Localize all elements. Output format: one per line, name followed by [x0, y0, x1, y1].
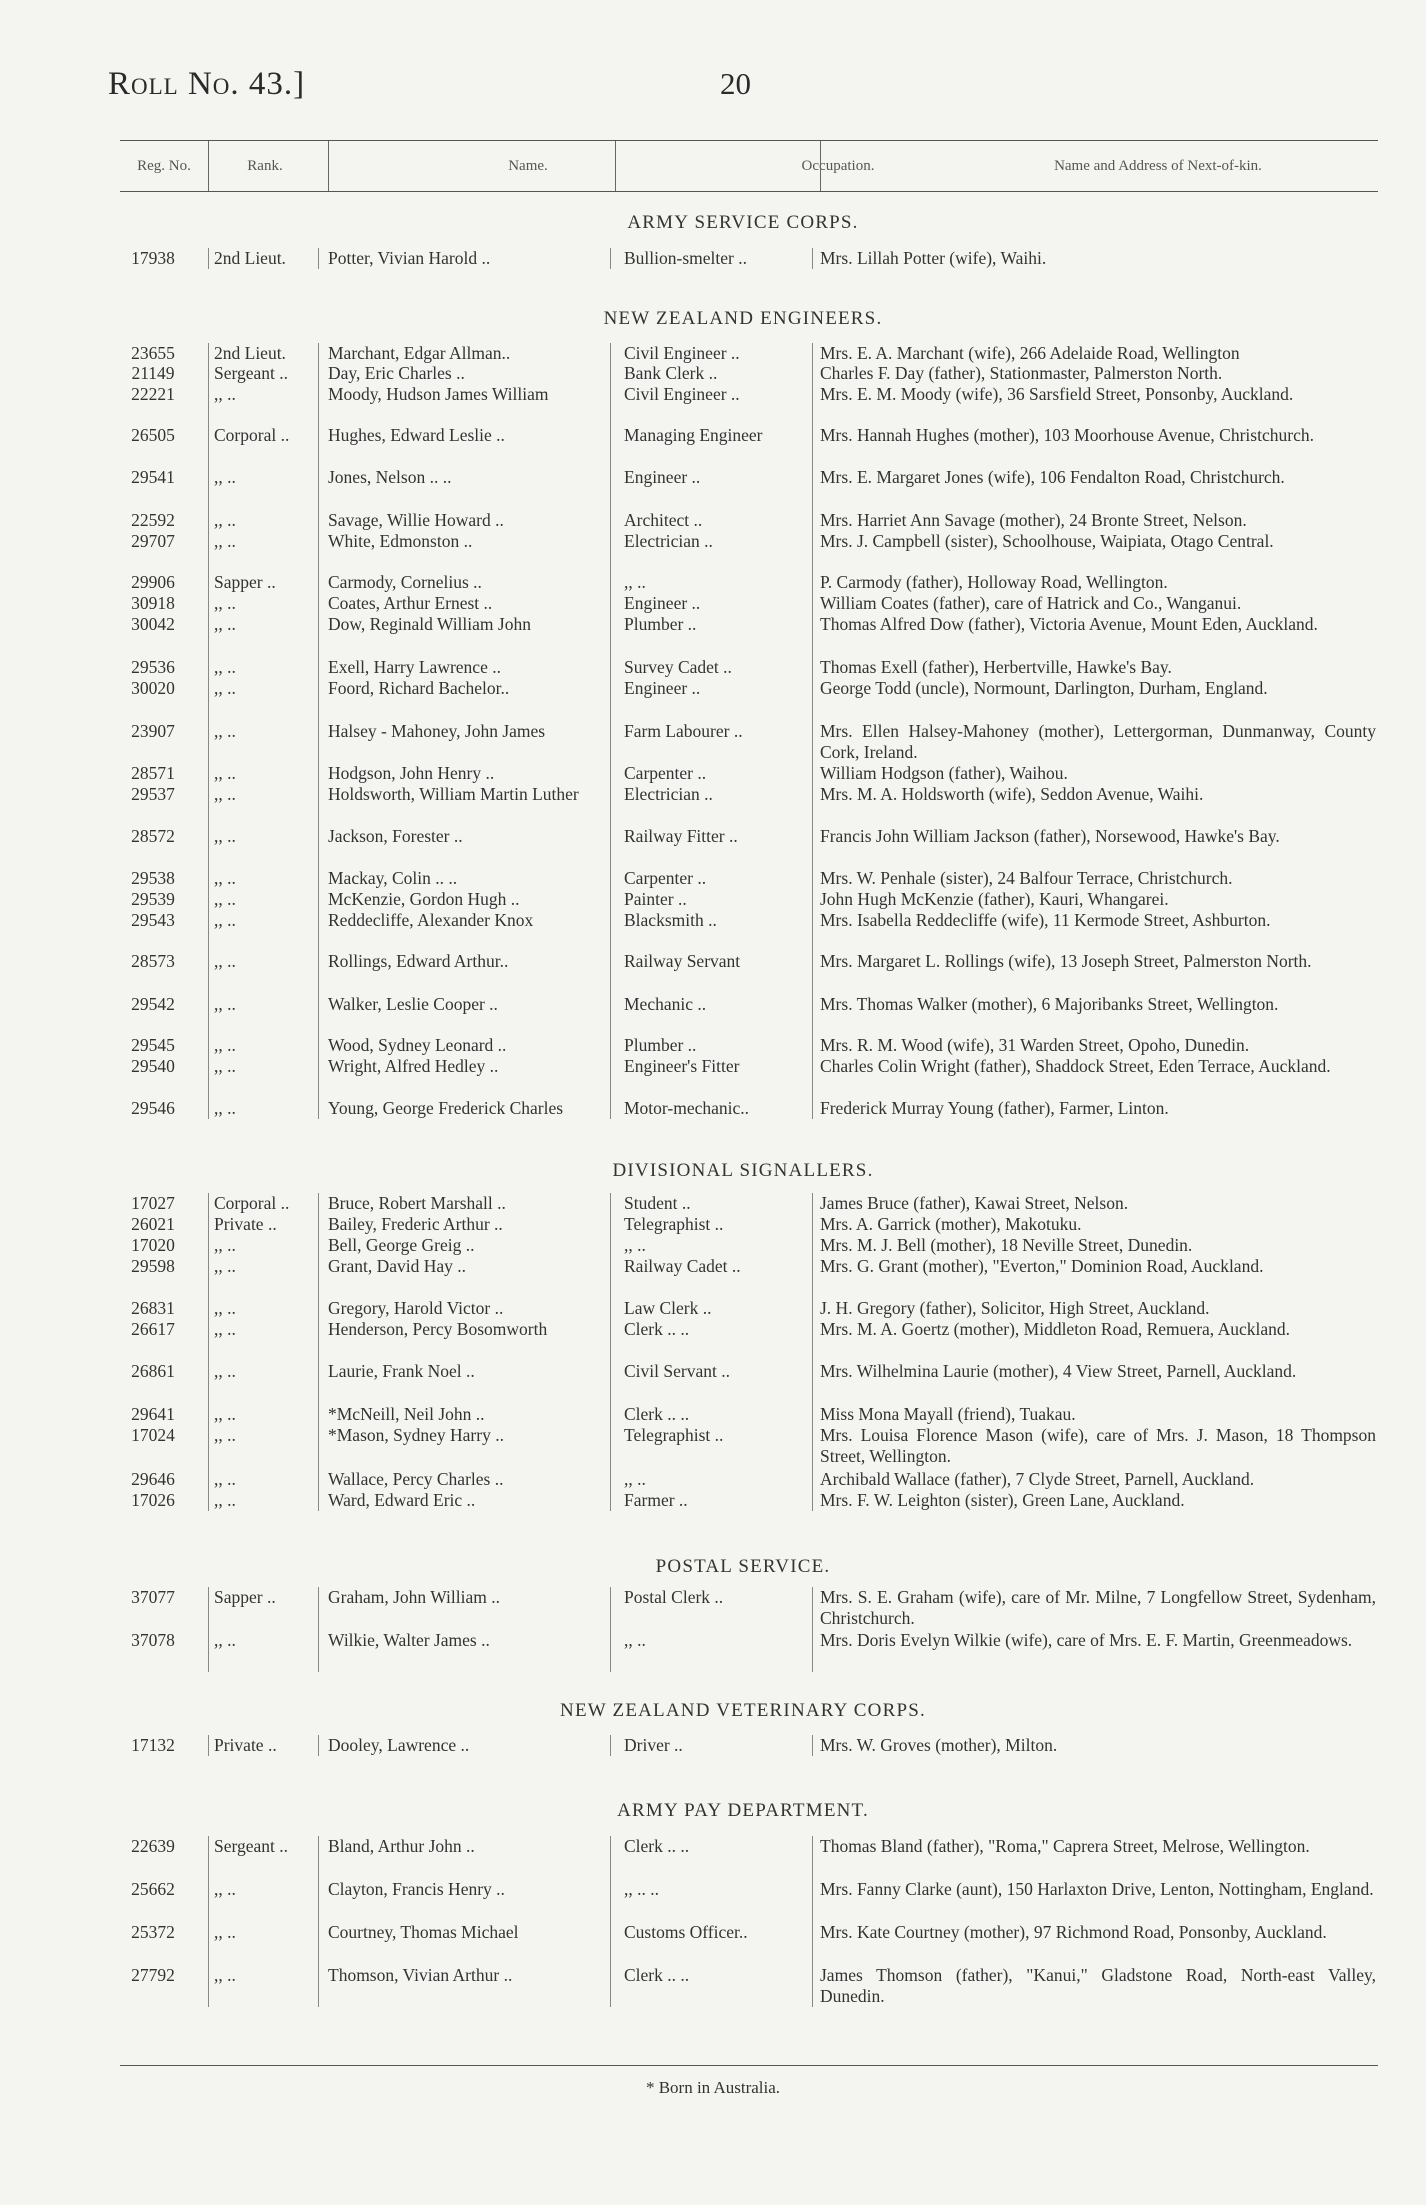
reg-no: 22639	[131, 1836, 175, 1856]
next-of-kin: William Hodgson (father), Waihou.	[820, 763, 1068, 783]
column-header	[120, 140, 1378, 192]
occupation: Clerk .. ..	[624, 1319, 690, 1339]
rank: ,, ..	[214, 1361, 236, 1381]
reg-no: 29707	[131, 531, 175, 551]
soldier-name: Dooley, Lawrence ..	[328, 1735, 470, 1755]
soldier-name: Courtney, Thomas Michael	[328, 1922, 519, 1942]
column-rule	[318, 248, 319, 269]
soldier-name: Jones, Nelson .. ..	[328, 467, 452, 487]
next-of-kin: Mrs. Isabella Reddecliffe (wife), 11 Kermode Street, Ashburton.	[820, 910, 1271, 930]
section-title: ARMY PAY DEPARTMENT.	[617, 1800, 869, 1821]
occupation: Postal Clerk ..	[624, 1587, 724, 1607]
page-header	[108, 66, 1378, 106]
occupation: Student ..	[624, 1193, 691, 1213]
next-of-kin: Miss Mona Mayall (friend), Tuakau.	[820, 1404, 1076, 1424]
occupation: Carpenter ..	[624, 868, 707, 888]
reg-no: 17024	[131, 1425, 175, 1445]
rank: ,, ..	[214, 763, 236, 783]
next-of-kin: Mrs. E. A. Marchant (wife), 266 Adelaide Road, Wellington	[820, 343, 1240, 363]
reg-no: 17938	[131, 248, 175, 268]
occupation: Architect ..	[624, 510, 703, 530]
occupation: ,, ..	[624, 1235, 646, 1255]
occupation: Clerk .. ..	[624, 1404, 690, 1424]
rank: ,, ..	[214, 910, 236, 930]
occupation: Driver ..	[624, 1735, 683, 1755]
occupation: Engineer ..	[624, 593, 701, 613]
occupation: Carpenter ..	[624, 763, 707, 783]
reg-no: 29541	[131, 467, 175, 487]
rank: ,, ..	[214, 1630, 236, 1650]
reg-no: 23907	[131, 721, 175, 741]
column-rule	[610, 1193, 611, 1511]
column-rule	[208, 1735, 209, 1756]
next-of-kin: P. Carmody (father), Holloway Road, Wellington.	[820, 572, 1168, 592]
column-rule	[812, 1587, 813, 1672]
column-rule	[208, 343, 209, 1119]
column-rule	[318, 1587, 319, 1672]
next-of-kin: Mrs. Ellen Halsey-Mahoney (mother), Lettergorman, Dunmanway, County Cork, Ireland.	[820, 721, 1376, 762]
next-of-kin: Mrs. R. M. Wood (wife), 31 Warden Street, Opoho, Dunedin.	[820, 1035, 1250, 1055]
soldier-name: Reddecliffe, Alexander Knox	[328, 910, 534, 930]
next-of-kin: Mrs. E. M. Moody (wife), 36 Sarsfield Street, Ponsonby, Auckland.	[820, 384, 1294, 404]
rank: ,, ..	[214, 614, 236, 634]
soldier-name: Gregory, Harold Victor ..	[328, 1298, 504, 1318]
soldier-name: Young, George Frederick Charles	[328, 1098, 564, 1118]
rank: Sapper ..	[214, 1587, 276, 1607]
soldier-name: Potter, Vivian Harold ..	[328, 248, 491, 268]
soldier-name: Dow, Reginald William John	[328, 614, 531, 634]
soldier-name: Exell, Harry Lawrence ..	[328, 657, 501, 677]
occupation: Electrician ..	[624, 784, 713, 804]
reg-no: 25662	[131, 1879, 175, 1899]
occupation: Railway Fitter ..	[624, 826, 738, 846]
soldier-name: Grant, David Hay ..	[328, 1256, 467, 1276]
occupation: Managing Engineer	[624, 425, 763, 445]
rank: ,, ..	[214, 593, 236, 613]
next-of-kin: George Todd (uncle), Normount, Darlington, Durham, England.	[820, 678, 1268, 698]
rank: ,, ..	[214, 1056, 236, 1076]
next-of-kin: Thomas Alfred Dow (father), Victoria Avenue, Mount Eden, Auckland.	[820, 614, 1318, 634]
rank: Sergeant ..	[214, 363, 289, 383]
soldier-name: Wilkie, Walter James ..	[328, 1630, 490, 1650]
occupation: Bullion-smelter ..	[624, 248, 747, 268]
column-rule	[318, 1193, 319, 1511]
rank: ,, ..	[214, 951, 236, 971]
reg-no: 23655	[131, 343, 175, 363]
rank: ,, ..	[214, 510, 236, 530]
column-rule	[610, 343, 611, 1119]
reg-no: 37077	[131, 1587, 175, 1607]
rank: ,, ..	[214, 1256, 236, 1276]
reg-no: 29538	[131, 868, 175, 888]
occupation: Civil Servant ..	[624, 1361, 730, 1381]
next-of-kin: Mrs. Harriet Ann Savage (mother), 24 Bronte Street, Nelson.	[820, 510, 1247, 530]
occupation: Clerk .. ..	[624, 1836, 690, 1856]
reg-no: 17132	[131, 1735, 175, 1755]
soldier-name: Hodgson, John Henry ..	[328, 763, 495, 783]
next-of-kin: Mrs. S. E. Graham (wife), care of Mr. Milne, 7 Longfellow Street, Sydenham, Christchurch.	[820, 1587, 1376, 1628]
reg-no: 17026	[131, 1490, 175, 1510]
rank: ,, ..	[214, 467, 236, 487]
soldier-name: Henderson, Percy Bosomworth	[328, 1319, 548, 1339]
rank: ,, ..	[214, 784, 236, 804]
column-rule	[208, 1836, 209, 2007]
soldier-name: Bruce, Robert Marshall ..	[328, 1193, 506, 1213]
column-rule	[208, 1587, 209, 1672]
occupation: Plumber ..	[624, 1035, 697, 1055]
section-title: NEW ZEALAND ENGINEERS.	[603, 308, 883, 329]
rank: ,, ..	[214, 1879, 236, 1899]
occupation: Plumber ..	[624, 614, 697, 634]
occupation: Engineer's Fitter	[624, 1056, 740, 1076]
soldier-name: Bell, George Greig ..	[328, 1235, 475, 1255]
occupation: ,, ..	[624, 1469, 646, 1489]
soldier-name: Clayton, Francis Henry ..	[328, 1879, 505, 1899]
reg-no: 29536	[131, 657, 175, 677]
soldier-name: Foord, Richard Bachelor..	[328, 678, 510, 698]
soldier-name: Rollings, Edward Arthur..	[328, 951, 509, 971]
column-rule	[318, 1735, 319, 1756]
next-of-kin: Mrs. Hannah Hughes (mother), 103 Moorhouse Avenue, Christchurch.	[820, 425, 1314, 445]
soldier-name: Thomson, Vivian Arthur ..	[328, 1965, 513, 1985]
occupation: Painter ..	[624, 889, 687, 909]
rank: Corporal ..	[214, 425, 290, 445]
reg-no: 26021	[131, 1214, 175, 1234]
next-of-kin: Charles Colin Wright (father), Shaddock Street, Eden Terrace, Auckland.	[820, 1056, 1331, 1076]
rank: Sapper ..	[214, 572, 276, 592]
column-divider	[820, 141, 821, 191]
column-rule	[610, 1735, 611, 1756]
next-of-kin: Mrs. M. A. Holdsworth (wife), Seddon Avenue, Waihi.	[820, 784, 1204, 804]
next-of-kin: Mrs. G. Grant (mother), "Everton," Dominion Road, Auckland.	[820, 1256, 1264, 1276]
column-rule	[812, 1193, 813, 1511]
reg-no: 30042	[131, 614, 175, 634]
occupation: ,, ..	[624, 572, 646, 592]
section-title: DIVISIONAL SIGNALLERS.	[612, 1160, 874, 1181]
next-of-kin: Frederick Murray Young (father), Farmer, Linton.	[820, 1098, 1169, 1118]
occupation: Clerk .. ..	[624, 1965, 690, 1985]
soldier-name: Laurie, Frank Noel ..	[328, 1361, 475, 1381]
occupation: Telegraphist ..	[624, 1425, 724, 1445]
column-next-of-kin: Name and Address of Next-of-kin.	[1054, 158, 1262, 174]
rank: 2nd Lieut.	[214, 248, 286, 268]
reg-no: 30020	[131, 678, 175, 698]
footnote: * Born in Australia.	[645, 2078, 781, 2097]
soldier-name: Jackson, Forester ..	[328, 826, 463, 846]
next-of-kin: Charles F. Day (father), Stationmaster, Palmerston North.	[820, 363, 1223, 383]
soldier-name: Savage, Willie Howard ..	[328, 510, 504, 530]
reg-no: 27792	[131, 1965, 175, 1985]
next-of-kin: Mrs. M. J. Bell (mother), 18 Neville Street, Dunedin.	[820, 1235, 1193, 1255]
reg-no: 29646	[131, 1469, 175, 1489]
soldier-name: Day, Eric Charles ..	[328, 363, 465, 383]
reg-no: 26861	[131, 1361, 175, 1381]
rank: ,, ..	[214, 1319, 236, 1339]
rank: ,, ..	[214, 384, 236, 404]
next-of-kin: Francis John William Jackson (father), Norsewood, Hawke's Bay.	[820, 826, 1280, 846]
soldier-name: Bailey, Frederic Arthur ..	[328, 1214, 503, 1234]
occupation: Farmer ..	[624, 1490, 688, 1510]
occupation: Farm Labourer ..	[624, 721, 743, 741]
soldier-name: Wood, Sydney Leonard ..	[328, 1035, 507, 1055]
roll-title: Roll No. 43.]	[108, 66, 306, 102]
occupation: Customs Officer..	[624, 1922, 748, 1942]
occupation: Telegraphist ..	[624, 1214, 724, 1234]
occupation: Railway Servant	[624, 951, 741, 971]
rank: Sergeant ..	[214, 1836, 289, 1856]
column-name: Name.	[508, 158, 548, 174]
next-of-kin: Mrs. Louisa Florence Mason (wife), care of Mrs. J. Mason, 18 Thompson Street, Wellington.	[820, 1425, 1376, 1466]
next-of-kin: Thomas Exell (father), Herbertville, Hawke's Bay.	[820, 657, 1172, 677]
reg-no: 29539	[131, 889, 175, 909]
next-of-kin: Mrs. J. Campbell (sister), Schoolhouse, Waipiata, Otago Central.	[820, 531, 1274, 551]
column-reg-no: Reg. No.	[137, 158, 191, 174]
soldier-name: Hughes, Edward Leslie ..	[328, 425, 505, 445]
column-rule	[812, 248, 813, 269]
next-of-kin: Mrs. Thomas Walker (mother), 6 Majoribanks Street, Wellington.	[820, 994, 1279, 1014]
reg-no: 17027	[131, 1193, 175, 1213]
next-of-kin: Mrs. M. A. Goertz (mother), Middleton Road, Remuera, Auckland.	[820, 1319, 1290, 1339]
rank: Private ..	[214, 1735, 277, 1755]
reg-no: 29906	[131, 572, 175, 592]
next-of-kin: Mrs. Wilhelmina Laurie (mother), 4 View Street, Parnell, Auckland.	[820, 1361, 1297, 1381]
occupation: Civil Engineer ..	[624, 384, 740, 404]
next-of-kin: Mrs. Lillah Potter (wife), Waihi.	[820, 248, 1047, 268]
reg-no: 30918	[131, 593, 175, 613]
soldier-name: Marchant, Edgar Allman..	[328, 343, 511, 363]
column-occupation: Occupation.	[801, 158, 875, 174]
column-rule	[812, 1735, 813, 1756]
next-of-kin: James Thomson (father), "Kanui," Gladstone Road, North-east Valley, Dunedin.	[820, 1965, 1376, 2006]
soldier-name: Wallace, Percy Charles ..	[328, 1469, 504, 1489]
next-of-kin: J. H. Gregory (father), Solicitor, High Street, Auckland.	[820, 1298, 1210, 1318]
reg-no: 29546	[131, 1098, 175, 1118]
column-divider	[208, 141, 209, 191]
column-rule	[208, 1193, 209, 1511]
occupation: Engineer ..	[624, 467, 701, 487]
rank: ,, ..	[214, 1425, 236, 1445]
reg-no: 28573	[131, 951, 175, 971]
reg-no: 29598	[131, 1256, 175, 1276]
section-title: ARMY SERVICE CORPS.	[627, 212, 859, 233]
soldier-name: Bland, Arthur John ..	[328, 1836, 475, 1856]
rank: ,, ..	[214, 1298, 236, 1318]
reg-no: 21149	[131, 363, 175, 383]
reg-no: 37078	[131, 1630, 175, 1650]
rank: ,, ..	[214, 1035, 236, 1055]
rank: Private ..	[214, 1214, 277, 1234]
reg-no: 29641	[131, 1404, 175, 1424]
occupation: Railway Cadet ..	[624, 1256, 741, 1276]
column-rank: Rank.	[247, 158, 283, 174]
next-of-kin: William Coates (father), care of Hatrick and Co., Wanganui.	[820, 593, 1242, 613]
rank: ,, ..	[214, 531, 236, 551]
rank: ,, ..	[214, 1922, 236, 1942]
reg-no: 29542	[131, 994, 175, 1014]
soldier-name: Moody, Hudson James William	[328, 384, 549, 404]
occupation: Blacksmith ..	[624, 910, 717, 930]
reg-no: 29537	[131, 784, 175, 804]
soldier-name: *McNeill, Neil John ..	[328, 1404, 485, 1424]
rank: ,, ..	[214, 1965, 236, 1985]
soldier-name: Carmody, Cornelius ..	[328, 572, 482, 592]
occupation: Engineer ..	[624, 678, 701, 698]
rank: ,, ..	[214, 889, 236, 909]
reg-no: 28571	[131, 763, 175, 783]
occupation: Electrician ..	[624, 531, 713, 551]
column-rule	[610, 1836, 611, 2007]
next-of-kin: Mrs. Doris Evelyn Wilkie (wife), care of Mrs. E. F. Martin, Greenmeadows.	[820, 1630, 1353, 1650]
rank: 2nd Lieut.	[214, 343, 286, 363]
soldier-name: McKenzie, Gordon Hugh ..	[328, 889, 520, 909]
column-rule	[318, 1836, 319, 2007]
next-of-kin: John Hugh McKenzie (father), Kauri, Whangarei.	[820, 889, 1169, 909]
next-of-kin: Mrs. A. Garrick (mother), Makotuku.	[820, 1214, 1082, 1234]
occupation: Mechanic ..	[624, 994, 707, 1014]
occupation: Survey Cadet ..	[624, 657, 732, 677]
soldier-name: Mackay, Colin .. ..	[328, 868, 458, 888]
rank: ,, ..	[214, 1404, 236, 1424]
soldier-name: Wright, Alfred Hedley ..	[328, 1056, 499, 1076]
soldier-name: White, Edmonston ..	[328, 531, 473, 551]
reg-no: 22221	[131, 384, 175, 404]
column-divider	[615, 141, 616, 191]
column-rule	[318, 343, 319, 1119]
next-of-kin: Mrs. E. Margaret Jones (wife), 106 Fendalton Road, Christchurch.	[820, 467, 1285, 487]
occupation: Civil Engineer ..	[624, 343, 740, 363]
soldier-name: Halsey - Mahoney, John James	[328, 721, 546, 741]
rank: Corporal ..	[214, 1193, 290, 1213]
reg-no: 29545	[131, 1035, 175, 1055]
reg-no: 25372	[131, 1922, 175, 1942]
soldier-name: Walker, Leslie Cooper ..	[328, 994, 498, 1014]
rank: ,, ..	[214, 1490, 236, 1510]
reg-no: 29543	[131, 910, 175, 930]
occupation: ,, .. ..	[624, 1879, 659, 1899]
occupation: Bank Clerk ..	[624, 363, 718, 383]
soldier-name: Coates, Arthur Ernest ..	[328, 593, 493, 613]
next-of-kin: Mrs. F. W. Leighton (sister), Green Lane, Auckland.	[820, 1490, 1185, 1510]
column-rule	[610, 1587, 611, 1672]
rank: ,, ..	[214, 826, 236, 846]
reg-no: 17020	[131, 1235, 175, 1255]
soldier-name: *Mason, Sydney Harry ..	[328, 1425, 504, 1445]
column-rule	[208, 248, 209, 269]
rank: ,, ..	[214, 657, 236, 677]
reg-no: 26617	[131, 1319, 175, 1339]
reg-no: 22592	[131, 510, 175, 530]
soldier-name: Holdsworth, William Martin Luther	[328, 784, 579, 804]
next-of-kin: James Bruce (father), Kawai Street, Nelson.	[820, 1193, 1129, 1213]
next-of-kin: Mrs. Margaret L. Rollings (wife), 13 Joseph Street, Palmerston North.	[820, 951, 1312, 971]
rank: ,, ..	[214, 1098, 236, 1118]
next-of-kin: Mrs. Kate Courtney (mother), 97 Richmond Road, Ponsonby, Auckland.	[820, 1922, 1327, 1942]
reg-no: 26505	[131, 425, 175, 445]
reg-no: 26831	[131, 1298, 175, 1318]
column-rule	[812, 343, 813, 1119]
footer-rule	[120, 2065, 1378, 2066]
occupation: ,, ..	[624, 1630, 646, 1650]
page-number: 20	[720, 66, 751, 101]
rank: ,, ..	[214, 1235, 236, 1255]
next-of-kin: Thomas Bland (father), "Roma," Caprera Street, Melrose, Wellington.	[820, 1836, 1310, 1856]
rank: ,, ..	[214, 678, 236, 698]
rank: ,, ..	[214, 1469, 236, 1489]
section-title: POSTAL SERVICE.	[655, 1556, 831, 1577]
rank: ,, ..	[214, 994, 236, 1014]
next-of-kin: Archibald Wallace (father), 7 Clyde Street, Parnell, Auckland.	[820, 1469, 1255, 1489]
reg-no: 29540	[131, 1056, 175, 1076]
occupation: Motor-mechanic..	[624, 1098, 750, 1118]
occupation: Law Clerk ..	[624, 1298, 712, 1318]
next-of-kin: Mrs. Fanny Clarke (aunt), 150 Harlaxton Drive, Lenton, Nottingham, England.	[820, 1879, 1374, 1899]
soldier-name: Ward, Edward Eric ..	[328, 1490, 476, 1510]
reg-no: 28572	[131, 826, 175, 846]
section-title: NEW ZEALAND VETERINARY CORPS.	[560, 1700, 926, 1721]
next-of-kin: Mrs. W. Penhale (sister), 24 Balfour Terrace, Christchurch.	[820, 868, 1233, 888]
rank: ,, ..	[214, 868, 236, 888]
soldier-name: Graham, John William ..	[328, 1587, 501, 1607]
next-of-kin: Mrs. W. Groves (mother), Milton.	[820, 1735, 1058, 1755]
column-rule	[812, 1836, 813, 2007]
rank: ,, ..	[214, 721, 236, 741]
column-rule	[610, 248, 611, 269]
